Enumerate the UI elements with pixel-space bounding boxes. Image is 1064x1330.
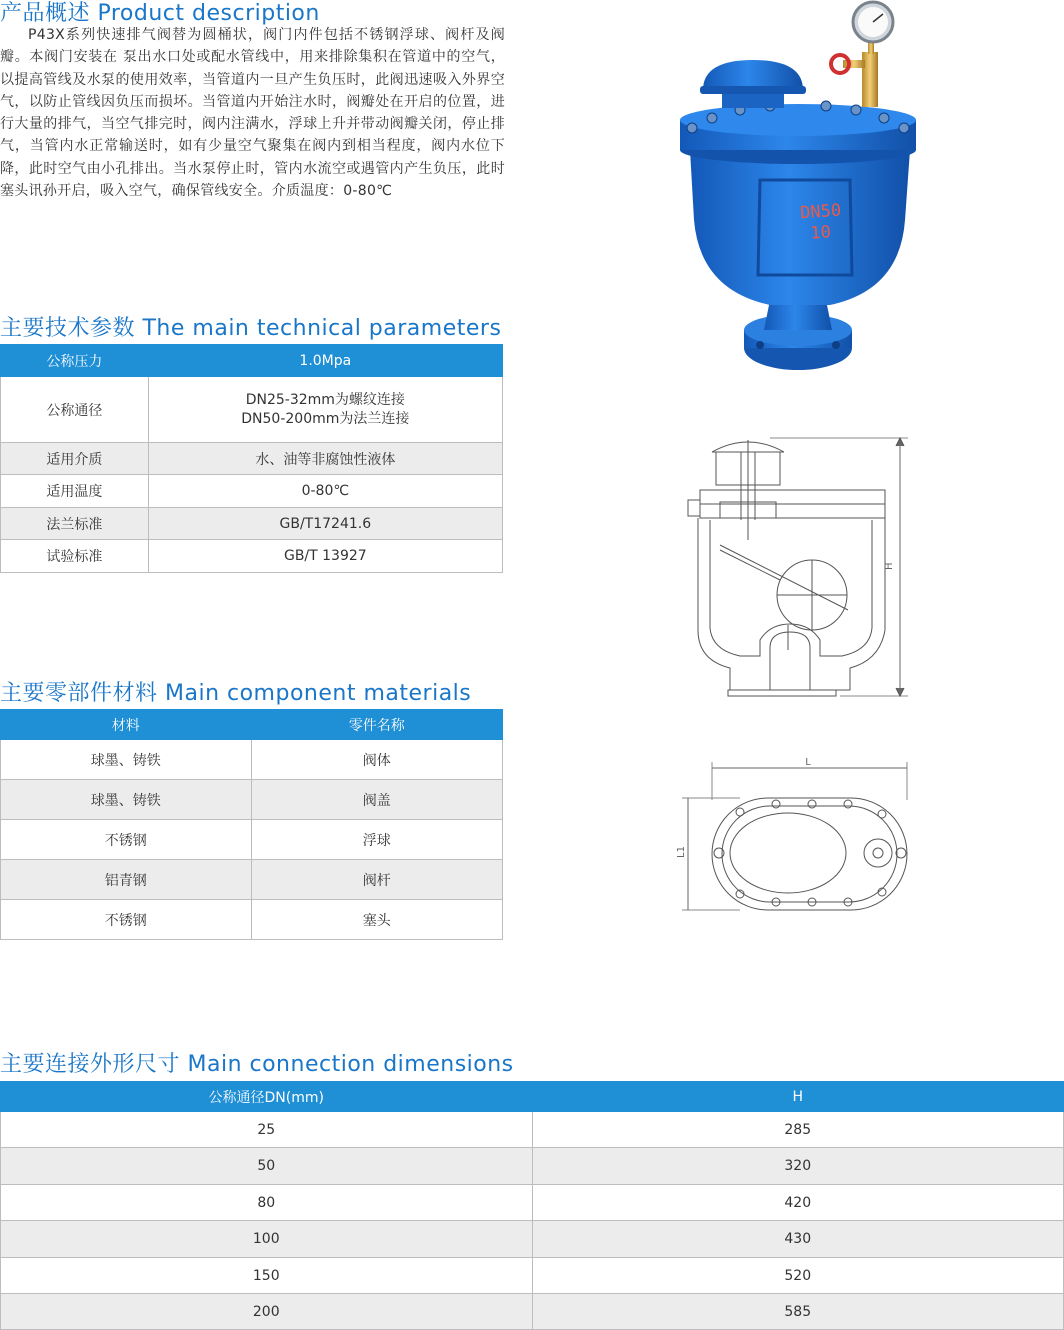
- params-title: 主要技术参数 The main technical parameters: [0, 316, 502, 341]
- params-row: [1, 540, 503, 573]
- materials-header: 零件名称: [251, 710, 502, 740]
- table-row: [1, 1112, 1064, 1148]
- part-cell: 阀体: [251, 740, 502, 780]
- materials-header: 材料: [1, 710, 252, 740]
- dim-label-l: L: [805, 757, 811, 768]
- material-cell: 铝青钢: [1, 860, 252, 900]
- dn-cell: 200: [1, 1294, 533, 1330]
- params-label: 公称压力: [1, 345, 149, 377]
- materials-title: 主要零部件材料 Main component materials: [0, 681, 472, 706]
- h-cell: 320: [532, 1148, 1063, 1185]
- params-label: 适用温度: [1, 475, 149, 508]
- part-cell: 阀盖: [251, 780, 502, 820]
- table-row: [1, 900, 503, 940]
- dn-cell: 100: [1, 1221, 533, 1258]
- material-cell: 球墨、铸铁: [1, 780, 252, 820]
- part-cell: 阀杆: [251, 860, 502, 900]
- table-row: [1, 1221, 1064, 1258]
- dn-cell: 50: [1, 1148, 533, 1185]
- dim-label-h: H: [884, 562, 895, 570]
- part-cell: 浮球: [251, 820, 502, 860]
- params-row: [1, 475, 503, 508]
- table-row: [1, 740, 503, 780]
- dn-cell: 80: [1, 1185, 533, 1221]
- params-value: GB/T 13927: [148, 540, 502, 573]
- description-text: P43X系列快速排气阀替为圆桶状，阀门内件包括不锈钢浮球、阀杆及阀瓣。本阀门安装在 泵出水口处或配水管线中，用来排除集积在管道中的空气，以提高管线及水泵的使用效率，当管道内一旦产生负压时，此阀迅速吸入外界空气，以防止管线因负压而损坏。当管道内开始注水时，阀瓣处在开启的位置，进行大量的排气，当空气排完时，阀内注满水，浮球上升并带动阀瓣关闭，停止排气，当管内水正常输送时，如有少量空气聚集在阀内到相当程度，阀内水位下降，此时空气由小孔排出。当水泵停止时，管内水流空或遇管内产生负压，此时塞头讯孙开启，吸入空气，确保管线安全。介质温度：0-80℃: [0, 27, 505, 200]
- params-value: GB/T17241.6: [148, 508, 502, 540]
- dimensions-table: [0, 1081, 1064, 1330]
- dimensions-title: 主要连接外形尺寸 Main connection dimensions: [0, 1052, 514, 1077]
- materials-header-row: [1, 710, 503, 740]
- material-cell: 不锈钢: [1, 900, 252, 940]
- params-value-line: DN50-200mm为法兰连接: [241, 410, 410, 427]
- params-value: [148, 377, 502, 443]
- table-row: [1, 1294, 1064, 1330]
- table-row: [1, 820, 503, 860]
- params-label: 适用介质: [1, 443, 149, 475]
- materials-table: [0, 709, 503, 940]
- params-label: 法兰标准: [1, 508, 149, 540]
- params-label: 公称通径: [1, 377, 149, 443]
- h-cell: 285: [532, 1112, 1063, 1148]
- dn-cell: 150: [1, 1258, 533, 1294]
- params-value: 0-80℃: [148, 475, 502, 508]
- section-drawing: [680, 430, 920, 705]
- part-cell: 塞头: [251, 900, 502, 940]
- dimensions-header: H: [532, 1082, 1063, 1112]
- description-title: 产品概述 Product description: [0, 1, 320, 26]
- table-row: [1, 1185, 1064, 1221]
- h-cell: 520: [532, 1258, 1063, 1294]
- product-image: [670, 0, 930, 375]
- params-row: [1, 377, 503, 443]
- table-row: [1, 1258, 1064, 1294]
- params-value-line: DN25-32mm为螺纹连接: [245, 391, 405, 408]
- params-table: [0, 344, 503, 573]
- params-value: 水、油等非腐蚀性液体: [148, 443, 502, 475]
- h-cell: 585: [532, 1294, 1063, 1330]
- dim-label-l1: L1: [676, 846, 687, 858]
- material-cell: 球墨、铸铁: [1, 740, 252, 780]
- material-cell: 不锈钢: [1, 820, 252, 860]
- body-mark-pn: 10: [809, 222, 832, 244]
- dimensions-header-row: [1, 1082, 1064, 1112]
- dn-cell: 25: [1, 1112, 533, 1148]
- table-row: [1, 860, 503, 900]
- table-row: [1, 1148, 1064, 1185]
- params-row: [1, 345, 503, 377]
- params-value: 1.0Mpa: [148, 345, 502, 377]
- params-label: 试验标准: [1, 540, 149, 573]
- top-view-drawing: [676, 755, 920, 915]
- params-row: [1, 508, 503, 540]
- h-cell: 420: [532, 1185, 1063, 1221]
- body-mark-dn: DN50: [799, 200, 842, 224]
- params-row: [1, 443, 503, 475]
- dimensions-header: 公称通径DN(mm): [1, 1082, 533, 1112]
- h-cell: 430: [532, 1221, 1063, 1258]
- table-row: [1, 780, 503, 820]
